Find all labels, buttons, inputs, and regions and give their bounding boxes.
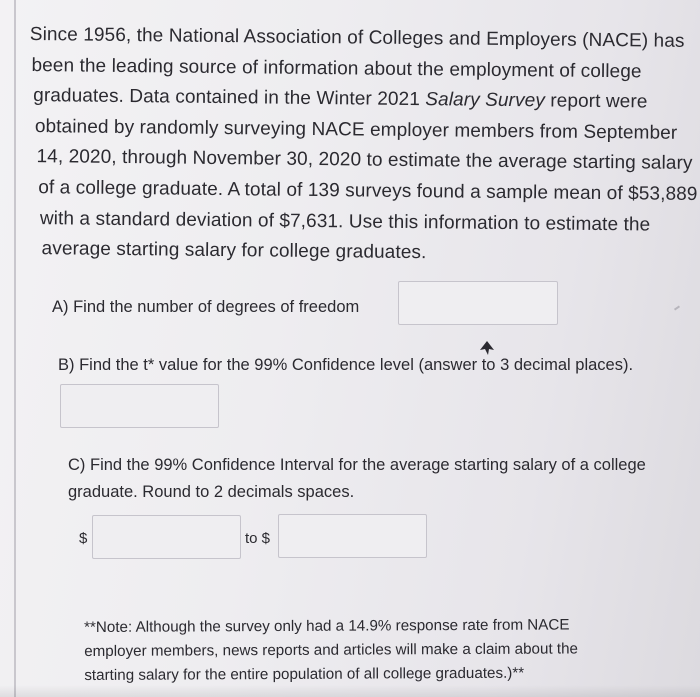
dollar-sign-label: $: [79, 530, 88, 547]
stray-mark: [674, 305, 680, 310]
ci-upper-input[interactable]: [278, 514, 427, 558]
degrees-of-freedom-input[interactable]: [398, 281, 558, 325]
note-line: **Note: Although the survey only had a 14.9% response rate from NACE: [84, 616, 570, 636]
question-a-label: A) Find the number of degrees of freedom: [52, 298, 360, 316]
survey-note: [84, 613, 644, 688]
problem-statement: [27, 20, 698, 272]
left-border-line: [14, 0, 16, 697]
note-line: starting salary for the entire population of all college graduates.)**: [84, 664, 525, 684]
question-c-label-line2: graduate. Round to 2 decimals spaces.: [68, 483, 355, 501]
to-dollar-label: to $: [245, 530, 271, 547]
problem-line: graduates. Data contained in the Winter 2021 Salary Survey report were: [33, 85, 648, 113]
question-c-label-line1: C) Find the 99% Confidence Interval for the average starting salary of a college: [68, 456, 646, 474]
problem-line: 14, 2020, through November 30, 2020 to estimate the average starting salary: [36, 146, 693, 175]
problem-line: of a college graduate. A total of 139 surveys found a sample mean of $53,889: [38, 177, 698, 205]
problem-line: average starting salary for college graduates.: [41, 238, 427, 264]
mouse-cursor-icon: [479, 340, 495, 356]
question-b-label: B) Find the t* value for the 99% Confidence level (answer to 3 decimal places).: [58, 356, 634, 374]
t-star-input[interactable]: [60, 384, 219, 428]
problem-line: with a standard deviation of $7,631. Use this information to estimate the: [39, 207, 651, 236]
ci-lower-input[interactable]: [92, 515, 241, 559]
problem-line: obtained by randomly surveying NACE employer members from September: [34, 115, 678, 144]
problem-line: been the leading source of information about the employment of college: [31, 54, 642, 83]
bottom-shadow: [0, 685, 700, 697]
problem-line: Since 1956, the National Association of Colleges and Employers (NACE) has: [29, 23, 685, 52]
note-line: employer members, news reports and articles will make a claim about the: [84, 640, 579, 660]
